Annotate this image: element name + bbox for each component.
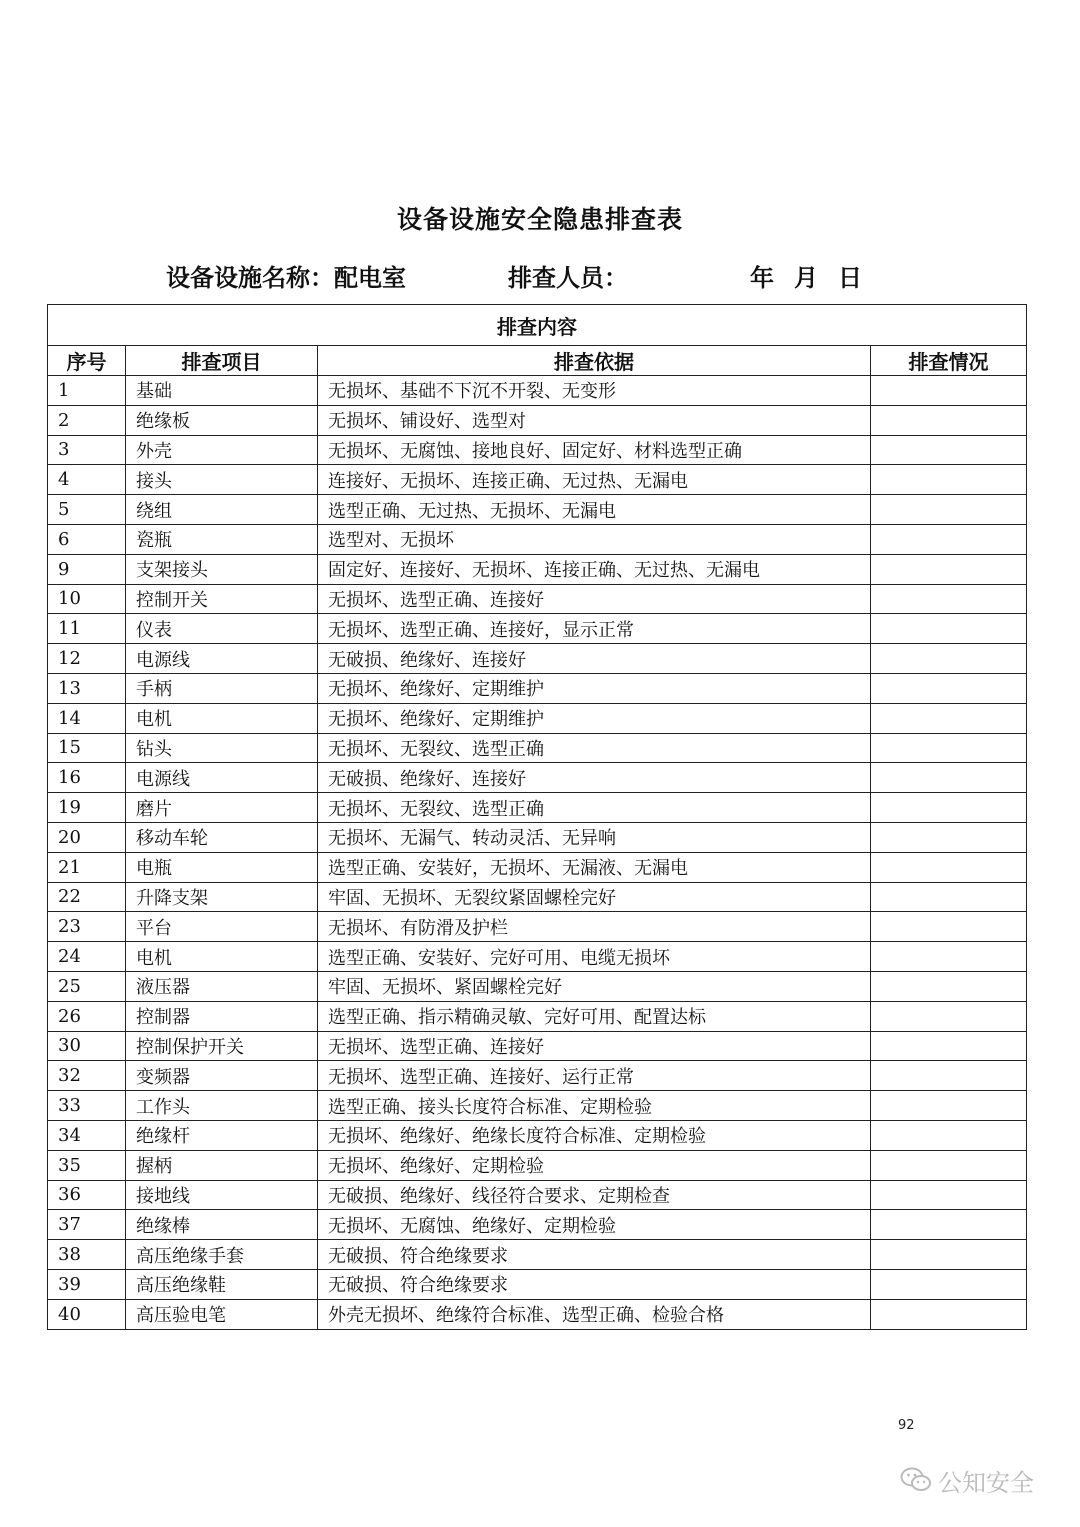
cell-no: 36 xyxy=(48,1180,126,1210)
page-title: 设备设施安全隐患排查表 xyxy=(396,205,683,234)
cell-basis: 无破损、绝缘好、连接好 xyxy=(318,644,871,674)
cell-item: 绕组 xyxy=(126,495,318,525)
cell-no: 10 xyxy=(48,584,126,614)
watermark-text: 公知安全 xyxy=(938,1468,1034,1497)
date-month-label: 月 xyxy=(794,263,820,292)
table-row xyxy=(48,912,1027,942)
section-title: 排查内容 xyxy=(48,305,1027,346)
cell-status[interactable] xyxy=(871,524,1027,554)
table-row xyxy=(48,495,1027,525)
cell-basis: 无损坏、无裂纹、选型正确 xyxy=(318,733,871,763)
cell-item: 电机 xyxy=(126,942,318,972)
cell-basis: 选型对、无损坏 xyxy=(318,524,871,554)
table-row xyxy=(48,852,1027,882)
cell-no: 2 xyxy=(48,405,126,435)
table-row xyxy=(48,1150,1027,1180)
cell-basis: 选型正确、指示精确灵敏、完好可用、配置达标 xyxy=(318,1001,871,1031)
cell-no: 26 xyxy=(48,1001,126,1031)
cell-status[interactable] xyxy=(871,1269,1027,1299)
cell-status[interactable] xyxy=(871,971,1027,1001)
cell-basis: 无损坏、绝缘好、绝缘长度符合标准、定期检验 xyxy=(318,1120,871,1150)
table-row xyxy=(48,435,1027,465)
table-row xyxy=(48,1091,1027,1121)
cell-no: 34 xyxy=(48,1120,126,1150)
cell-item: 手柄 xyxy=(126,673,318,703)
table-row xyxy=(48,1210,1027,1240)
cell-no: 38 xyxy=(48,1240,126,1270)
cell-item: 液压器 xyxy=(126,971,318,1001)
cell-no: 3 xyxy=(48,435,126,465)
table-row xyxy=(48,1120,1027,1150)
cell-item: 变频器 xyxy=(126,1061,318,1091)
cell-basis: 无损坏、无腐蚀、接地良好、固定好、材料选型正确 xyxy=(318,435,871,465)
cell-status[interactable] xyxy=(871,1031,1027,1061)
table-row xyxy=(48,1031,1027,1061)
form-header-line xyxy=(0,258,1080,294)
table-row xyxy=(48,584,1027,614)
cell-basis: 无损坏、选型正确、连接好 xyxy=(318,1031,871,1061)
cell-no: 19 xyxy=(48,793,126,823)
cell-status[interactable] xyxy=(871,1210,1027,1240)
table-row xyxy=(48,1180,1027,1210)
cell-status[interactable] xyxy=(871,1001,1027,1031)
cell-no: 11 xyxy=(48,614,126,644)
table-row xyxy=(48,1269,1027,1299)
cell-no: 21 xyxy=(48,852,126,882)
table-row xyxy=(48,703,1027,733)
cell-status[interactable] xyxy=(871,495,1027,525)
cell-basis: 无损坏、基础不下沉不开裂、无变形 xyxy=(318,376,871,406)
cell-status[interactable] xyxy=(871,1091,1027,1121)
cell-item: 接头 xyxy=(126,465,318,495)
cell-basis: 无损坏、选型正确、连接好，显示正常 xyxy=(318,614,871,644)
cell-item: 仪表 xyxy=(126,614,318,644)
table-row xyxy=(48,465,1027,495)
cell-basis: 固定好、连接好、无损坏、连接正确、无过热、无漏电 xyxy=(318,554,871,584)
cell-item: 控制器 xyxy=(126,1001,318,1031)
date-field xyxy=(750,258,864,293)
cell-item: 平台 xyxy=(126,912,318,942)
cell-status[interactable] xyxy=(871,554,1027,584)
cell-basis: 无损坏、绝缘好、定期维护 xyxy=(318,703,871,733)
cell-basis: 无破损、绝缘好、连接好 xyxy=(318,763,871,793)
cell-item: 控制开关 xyxy=(126,584,318,614)
table-section-row xyxy=(48,305,1027,346)
cell-item: 握柄 xyxy=(126,1150,318,1180)
cell-no: 40 xyxy=(48,1299,126,1329)
cell-basis: 无损坏、无裂纹、选型正确 xyxy=(318,793,871,823)
cell-status[interactable] xyxy=(871,644,1027,674)
cell-item: 支架接头 xyxy=(126,554,318,584)
cell-status[interactable] xyxy=(871,942,1027,972)
cell-status[interactable] xyxy=(871,822,1027,852)
cell-status[interactable] xyxy=(871,584,1027,614)
watermark xyxy=(900,1460,1034,1500)
cell-item: 高压绝缘手套 xyxy=(126,1240,318,1270)
cell-basis: 无损坏、选型正确、连接好 xyxy=(318,584,871,614)
table-row xyxy=(48,763,1027,793)
wechat-icon xyxy=(900,1466,932,1494)
cell-basis: 外壳无损坏、绝缘符合标准、选型正确、检验合格 xyxy=(318,1299,871,1329)
table-row xyxy=(48,1001,1027,1031)
cell-basis: 选型正确、安装好、完好可用、电缆无损坏 xyxy=(318,942,871,972)
cell-no: 5 xyxy=(48,495,126,525)
table-row xyxy=(48,733,1027,763)
cell-no: 12 xyxy=(48,644,126,674)
cell-no: 15 xyxy=(48,733,126,763)
header-basis: 排查依据 xyxy=(318,346,871,376)
cell-no: 13 xyxy=(48,673,126,703)
header-status: 排查情况 xyxy=(871,346,1027,376)
cell-basis: 牢固、无损坏、紧固螺栓完好 xyxy=(318,971,871,1001)
header-no: 序号 xyxy=(48,346,126,376)
cell-no: 6 xyxy=(48,524,126,554)
cell-item: 控制保护开关 xyxy=(126,1031,318,1061)
cell-no: 14 xyxy=(48,703,126,733)
cell-item: 钻头 xyxy=(126,733,318,763)
cell-item: 瓷瓶 xyxy=(126,524,318,554)
table-body xyxy=(48,376,1027,1330)
cell-status[interactable] xyxy=(871,435,1027,465)
cell-basis: 无损坏、绝缘好、定期维护 xyxy=(318,673,871,703)
cell-item: 工作头 xyxy=(126,1091,318,1121)
cell-status[interactable] xyxy=(871,763,1027,793)
table-row xyxy=(48,1299,1027,1329)
cell-status[interactable] xyxy=(871,882,1027,912)
cell-basis: 无损坏、有防滑及护栏 xyxy=(318,912,871,942)
table-row xyxy=(48,405,1027,435)
cell-no: 22 xyxy=(48,882,126,912)
table-row xyxy=(48,614,1027,644)
cell-status[interactable] xyxy=(871,912,1027,942)
cell-no: 33 xyxy=(48,1091,126,1121)
table-row xyxy=(48,793,1027,823)
cell-basis: 牢固、无损坏、无裂纹紧固螺栓完好 xyxy=(318,882,871,912)
cell-basis: 连接好、无损坏、连接正确、无过热、无漏电 xyxy=(318,465,871,495)
facility-name-label: 设备设施名称：配电室 xyxy=(166,263,406,292)
cell-basis: 无损坏、铺设好、选型对 xyxy=(318,405,871,435)
cell-basis: 无破损、符合绝缘要求 xyxy=(318,1269,871,1299)
table-row xyxy=(48,524,1027,554)
cell-status[interactable] xyxy=(871,405,1027,435)
cell-basis: 无破损、符合绝缘要求 xyxy=(318,1240,871,1270)
cell-item: 升降支架 xyxy=(126,882,318,912)
table-row xyxy=(48,1240,1027,1270)
cell-basis: 无损坏、无漏气、转动灵活、无异响 xyxy=(318,822,871,852)
cell-item: 基础 xyxy=(126,376,318,406)
cell-item: 外壳 xyxy=(126,435,318,465)
cell-no: 25 xyxy=(48,971,126,1001)
cell-item: 移动车轮 xyxy=(126,822,318,852)
cell-item: 电瓶 xyxy=(126,852,318,882)
cell-no: 9 xyxy=(48,554,126,584)
cell-no: 37 xyxy=(48,1210,126,1240)
cell-status[interactable] xyxy=(871,1240,1027,1270)
cell-basis: 无损坏、选型正确、连接好、运行正常 xyxy=(318,1061,871,1091)
cell-item: 接地线 xyxy=(126,1180,318,1210)
cell-no: 32 xyxy=(48,1061,126,1091)
table-row xyxy=(48,1061,1027,1091)
cell-no: 1 xyxy=(48,376,126,406)
cell-status[interactable] xyxy=(871,1150,1027,1180)
cell-status[interactable] xyxy=(871,673,1027,703)
cell-status[interactable] xyxy=(871,1180,1027,1210)
cell-item: 电机 xyxy=(126,703,318,733)
cell-status[interactable] xyxy=(871,852,1027,882)
cell-no: 24 xyxy=(48,942,126,972)
page-number: 92 xyxy=(898,1418,915,1433)
table-row xyxy=(48,644,1027,674)
table-row xyxy=(48,554,1027,584)
cell-basis: 选型正确、接头长度符合标准、定期检验 xyxy=(318,1091,871,1121)
cell-basis: 无损坏、绝缘好、定期检验 xyxy=(318,1150,871,1180)
cell-basis: 无破损、绝缘好、线径符合要求、定期检查 xyxy=(318,1180,871,1210)
cell-item: 绝缘板 xyxy=(126,405,318,435)
cell-status[interactable] xyxy=(871,1120,1027,1150)
cell-no: 39 xyxy=(48,1269,126,1299)
date-day-label: 日 xyxy=(838,263,864,292)
cell-no: 35 xyxy=(48,1150,126,1180)
cell-no: 4 xyxy=(48,465,126,495)
cell-item: 绝缘杆 xyxy=(126,1120,318,1150)
cell-status[interactable] xyxy=(871,733,1027,763)
inspection-table xyxy=(47,304,1027,1330)
table-row xyxy=(48,882,1027,912)
header-item: 排查项目 xyxy=(126,346,318,376)
cell-status[interactable] xyxy=(871,1299,1027,1329)
table-row xyxy=(48,822,1027,852)
table-row xyxy=(48,673,1027,703)
cell-status[interactable] xyxy=(871,793,1027,823)
cell-status[interactable] xyxy=(871,376,1027,406)
cell-basis: 选型正确、无过热、无损坏、无漏电 xyxy=(318,495,871,525)
cell-item: 高压验电笔 xyxy=(126,1299,318,1329)
cell-no: 20 xyxy=(48,822,126,852)
cell-item: 电源线 xyxy=(126,644,318,674)
cell-basis: 选型正确、安装好，无损坏、无漏液、无漏电 xyxy=(318,852,871,882)
cell-item: 电源线 xyxy=(126,763,318,793)
cell-basis: 无损坏、无腐蚀、绝缘好、定期检验 xyxy=(318,1210,871,1240)
table-header-row xyxy=(48,346,1027,376)
cell-no: 23 xyxy=(48,912,126,942)
table-row xyxy=(48,971,1027,1001)
cell-status[interactable] xyxy=(871,614,1027,644)
cell-item: 高压绝缘鞋 xyxy=(126,1269,318,1299)
cell-status[interactable] xyxy=(871,465,1027,495)
inspector-label: 排查人员： xyxy=(508,263,628,292)
cell-item: 磨片 xyxy=(126,793,318,823)
cell-no: 16 xyxy=(48,763,126,793)
cell-no: 30 xyxy=(48,1031,126,1061)
cell-status[interactable] xyxy=(871,703,1027,733)
cell-item: 绝缘棒 xyxy=(126,1210,318,1240)
cell-status[interactable] xyxy=(871,1061,1027,1091)
date-year-label: 年 xyxy=(750,263,776,292)
table-row xyxy=(48,942,1027,972)
table-row xyxy=(48,376,1027,406)
